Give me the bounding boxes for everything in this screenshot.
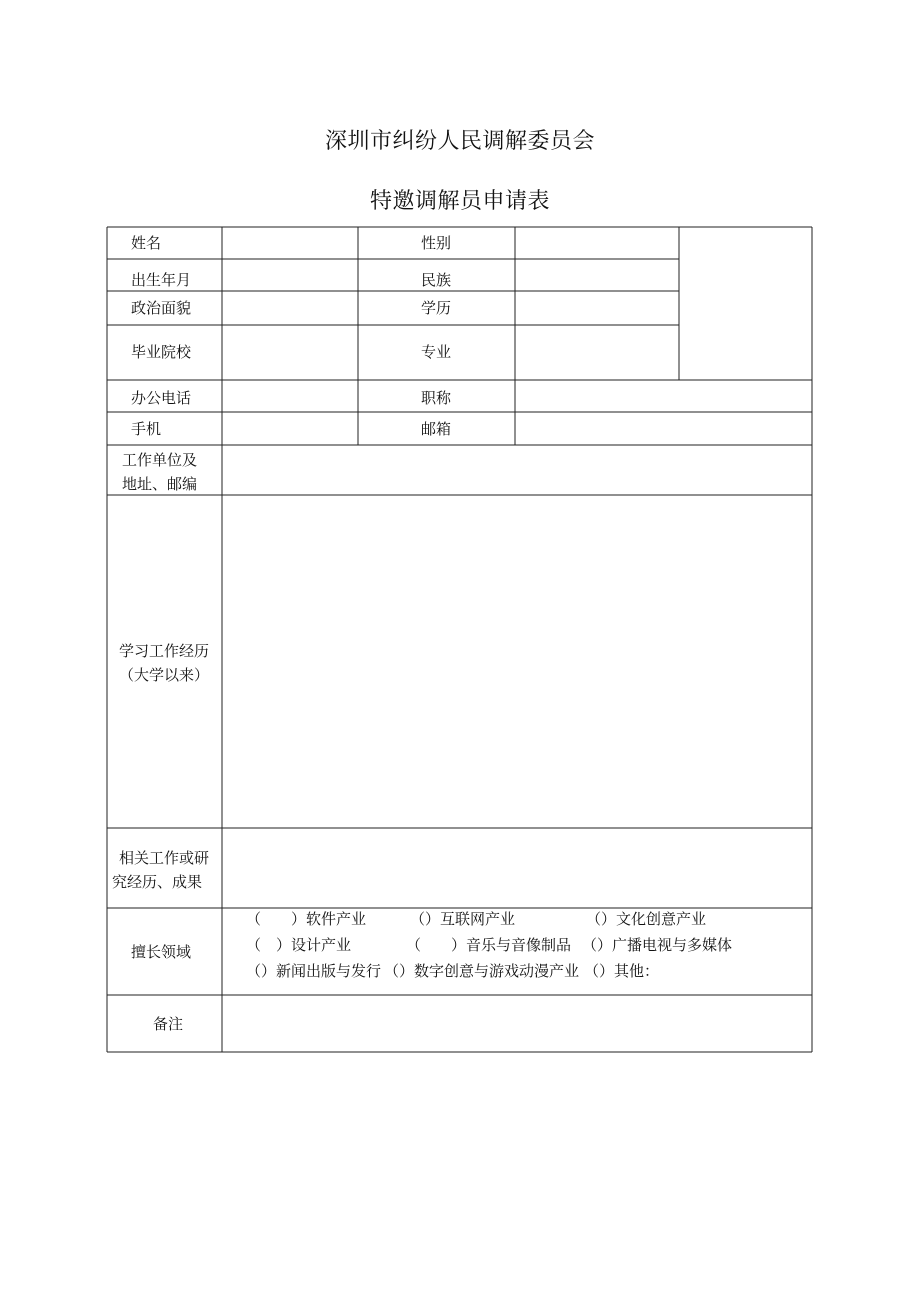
school-field[interactable]	[223, 326, 357, 379]
option-other[interactable]: （）其他：	[584, 962, 660, 980]
email-label: 邮箱	[421, 420, 452, 438]
school-label: 毕业院校	[131, 343, 192, 361]
research-label-line1: 相关工作或研	[119, 849, 210, 867]
option-digital-games-animation[interactable]: （）数字创意与游戏动漫产业	[384, 962, 580, 980]
option-design[interactable]: （ ）设计产业	[246, 936, 352, 954]
option-broadcast-multimedia[interactable]: （）广播电视与多媒体	[582, 936, 733, 954]
expertise-label: 擅长领域	[131, 943, 192, 961]
option-publishing[interactable]: （）新闻出版与发行	[246, 962, 382, 980]
experience-label-line1: 学习工作经历	[119, 642, 210, 660]
option-internet[interactable]: （）互联网产业	[410, 910, 516, 928]
education-label: 学历	[421, 299, 452, 317]
job-title-label: 职称	[421, 389, 452, 407]
gender-label: 性别	[421, 234, 452, 252]
workplace-label-line2: 地址、邮编	[122, 475, 198, 493]
political-status-field[interactable]	[223, 292, 357, 324]
organization-title: 深圳市纠纷人民调解委员会	[324, 129, 595, 154]
experience-label-line2: （大学以来）	[119, 666, 210, 684]
political-status-label: 政治面貌	[131, 299, 192, 317]
name-label: 姓名	[131, 234, 162, 252]
option-music-media[interactable]: （ ）音乐与音像制品	[406, 936, 572, 954]
gender-field[interactable]	[516, 228, 678, 258]
ethnicity-label: 民族	[421, 271, 452, 289]
research-label-line2: 究经历、成果	[112, 873, 203, 891]
job-title-field[interactable]	[516, 381, 811, 411]
option-cultural-creative[interactable]: （）文化创意产业	[586, 910, 707, 928]
major-field[interactable]	[516, 326, 678, 379]
research-field[interactable]	[223, 829, 811, 907]
major-label: 专业	[421, 343, 452, 361]
workplace-field[interactable]	[223, 446, 811, 494]
form-title: 特邀调解员申请表	[369, 189, 550, 214]
experience-field[interactable]	[223, 496, 811, 827]
remarks-field[interactable]	[223, 996, 811, 1051]
mobile-label: 手机	[131, 420, 162, 438]
name-field[interactable]	[223, 228, 357, 258]
ethnicity-field[interactable]	[516, 260, 678, 290]
workplace-label-line1: 工作单位及	[122, 451, 198, 469]
remarks-label: 备注	[153, 1015, 184, 1033]
mobile-field[interactable]	[223, 413, 357, 444]
email-field[interactable]	[516, 413, 811, 444]
birth-field[interactable]	[223, 260, 357, 290]
option-software[interactable]: （ ）软件产业	[246, 910, 367, 928]
birth-label: 出生年月	[131, 271, 192, 289]
office-phone-field[interactable]	[223, 381, 357, 411]
photo-cell	[680, 228, 811, 379]
education-field[interactable]	[516, 292, 678, 324]
office-phone-label: 办公电话	[131, 389, 192, 407]
